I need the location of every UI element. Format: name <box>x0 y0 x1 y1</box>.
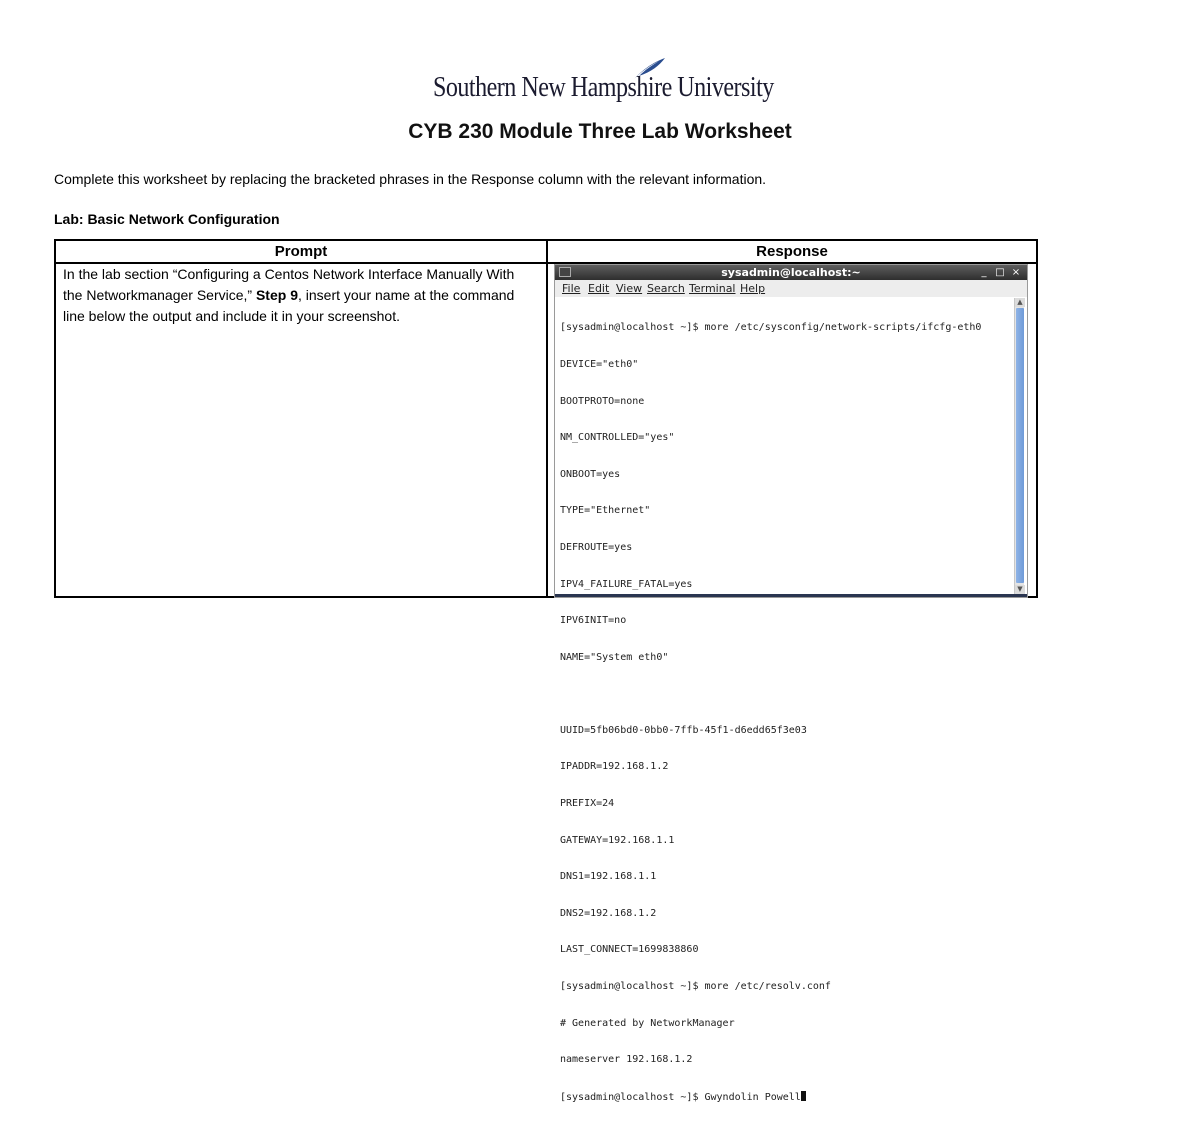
maximize-icon[interactable]: □ <box>995 267 1005 278</box>
instructions-text: Complete this worksheet by replacing the bracketed phrases in the Response column with the relevant information. <box>54 171 767 187</box>
terminal-line: BOOTPROTO=none <box>560 395 645 407</box>
terminal-line: ONBOOT=yes <box>560 468 621 480</box>
terminal-prompt-line <box>560 1091 1016 1103</box>
prompt-cell <box>63 264 533 327</box>
terminal-line: # Generated by NetworkManager <box>560 1017 735 1029</box>
prompt-text-end: , insert your name at the command line below the output and include it in your screenshot. <box>63 287 515 324</box>
response-column-header: Response <box>756 243 828 260</box>
scroll-up-arrow-icon[interactable]: ▲ <box>1015 298 1025 307</box>
terminal-bottom-edge <box>555 594 1027 597</box>
terminal-line: IPV4_FAILURE_FATAL=yes <box>560 578 693 590</box>
terminal-line: TYPE="Ethernet" <box>560 505 651 517</box>
terminal-line: [sysadmin@localhost ~]$ more /etc/sysconfig/network-scripts/ifcfg-eth0 <box>560 322 982 334</box>
menu-terminal[interactable]: Terminal <box>689 282 736 295</box>
document-title: CYB 230 Module Three Lab Worksheet <box>408 120 792 143</box>
terminal-command-text: [sysadmin@localhost ~]$ Gwyndolin Powell <box>560 1091 801 1103</box>
terminal-line: DEFROUTE=yes <box>560 541 633 553</box>
prompt-text-start: In the lab section “Configuring a Centos Network Interface Manually With the Networkmanager Service,” <box>63 266 515 303</box>
menu-view[interactable]: View <box>616 282 643 295</box>
terminal-screenshot <box>554 264 1028 1103</box>
minimize-icon[interactable]: _ <box>981 267 987 278</box>
university-logo <box>433 56 773 106</box>
terminal-cursor <box>801 1091 806 1101</box>
terminal-line: UUID=5fb06bd0-0bb0-7ffb-45f1-d6edd65f3e03 <box>560 724 807 736</box>
terminal-menubar <box>555 280 1027 297</box>
scroll-down-arrow-icon[interactable]: ▼ <box>1015 585 1025 594</box>
menu-edit[interactable]: Edit <box>588 282 610 295</box>
terminal-scrollbar[interactable] <box>1014 298 1024 594</box>
terminal-line: nameserver 192.168.1.2 <box>560 1054 693 1066</box>
scroll-thumb[interactable] <box>1016 308 1024 583</box>
terminal-line: [sysadmin@localhost ~]$ more /etc/resolv.conf <box>560 980 831 992</box>
terminal-line: PREFIX=24 <box>560 797 615 809</box>
menu-file[interactable]: File <box>562 282 581 295</box>
terminal-window-title: sysadmin@localhost:~ <box>721 266 861 279</box>
terminal-line: IPV6INIT=no <box>560 615 627 627</box>
terminal-output[interactable] <box>560 298 1016 1103</box>
terminal-line: IPADDR=192.168.1.2 <box>560 761 669 773</box>
prompt-step-label: Step 9 <box>255 287 298 303</box>
terminal-blank-line <box>560 688 1016 700</box>
worksheet-table <box>54 239 1038 1103</box>
terminal-line: DEVICE="eth0" <box>560 359 639 370</box>
terminal-line: NM_CONTROLLED="yes" <box>560 432 675 444</box>
terminal-line: LAST_CONNECT=1699838860 <box>560 944 699 956</box>
terminal-line: NAME="System eth0" <box>560 651 669 663</box>
lab-heading: Lab: Basic Network Configuration <box>54 211 280 227</box>
terminal-line: GATEWAY=192.168.1.1 <box>560 834 675 846</box>
menu-search[interactable]: Search <box>647 282 685 295</box>
terminal-titlebar <box>555 265 1027 280</box>
menu-help[interactable]: Help <box>740 282 766 295</box>
table-column-divider <box>546 241 548 596</box>
terminal-line: DNS1=192.168.1.1 <box>560 871 657 883</box>
logo-text: Southern New Hampshire University <box>433 72 774 103</box>
prompt-column-header: Prompt <box>274 243 328 260</box>
close-icon[interactable]: × <box>1011 267 1021 278</box>
terminal-line: DNS2=192.168.1.2 <box>560 907 657 919</box>
